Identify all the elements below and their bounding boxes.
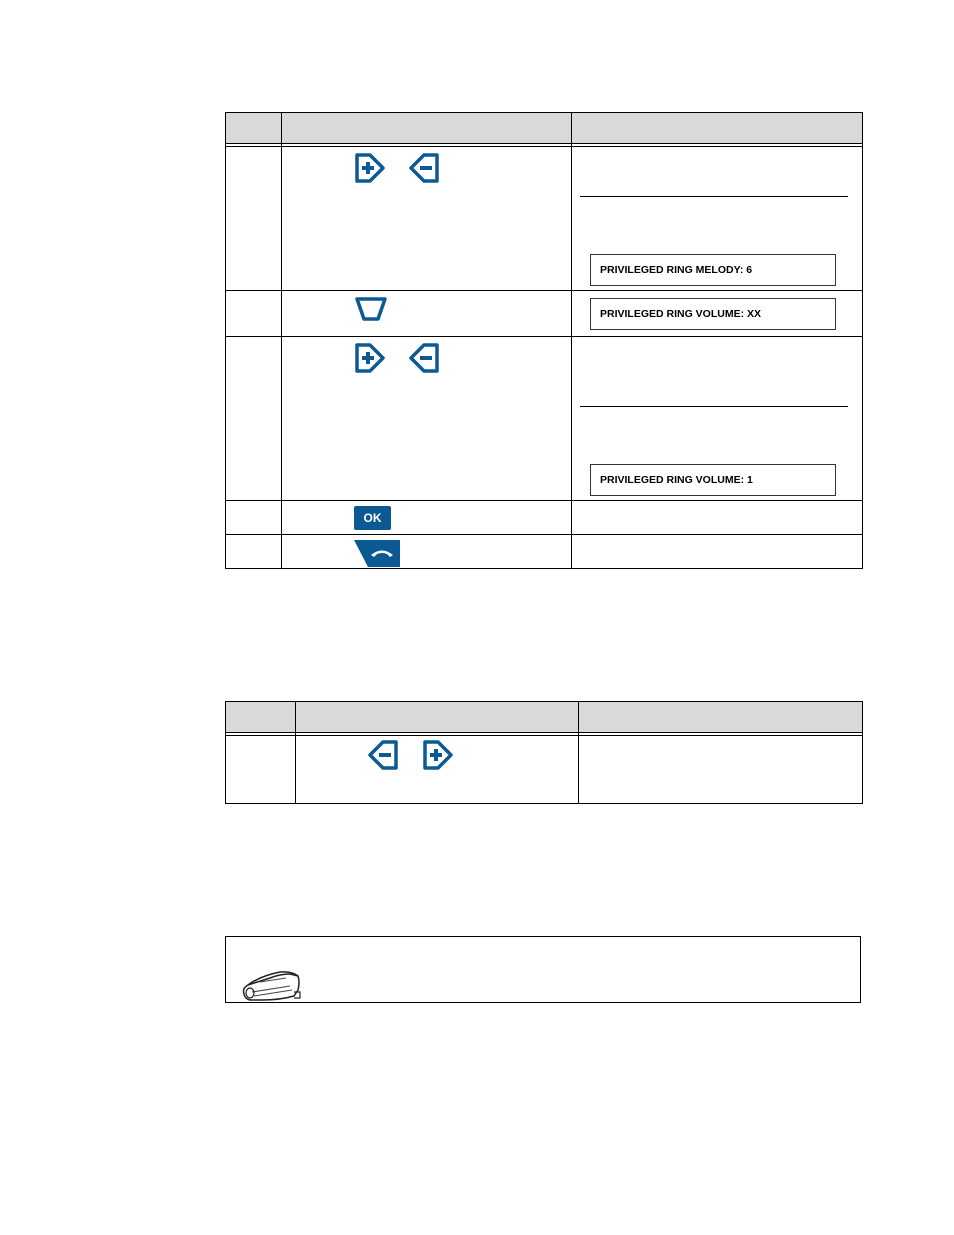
table-row: [226, 501, 863, 535]
result-cell: [572, 291, 863, 337]
step-cell: [226, 291, 282, 337]
lcd-display: PRIVILEGED RING MELODY: 6: [590, 254, 836, 286]
lcd-display: PRIVILEGED RING VOLUME: XX: [590, 298, 836, 330]
header-result: [579, 702, 863, 733]
table-row: [226, 535, 863, 569]
action-cell: [282, 501, 572, 535]
action-cell: [282, 337, 572, 501]
plus-key-icon: [354, 153, 386, 183]
table-row: [226, 337, 863, 501]
table-header-row: [226, 702, 863, 733]
header-action: [282, 113, 572, 144]
separator-line: [580, 406, 848, 407]
down-key-icon: [354, 296, 388, 322]
table-header-row: [226, 113, 863, 144]
minus-key-icon: [367, 740, 399, 770]
header-action: [296, 702, 579, 733]
step-cell: [226, 337, 282, 501]
action-cell: [282, 147, 572, 291]
procedure-table-2: [225, 701, 863, 804]
plus-key-icon: [354, 343, 386, 373]
separator-line: [580, 196, 848, 197]
table-row: [226, 736, 863, 804]
header-step: [226, 702, 296, 733]
action-cell: [282, 535, 572, 569]
note-box: [225, 936, 861, 1003]
result-cell: [572, 501, 863, 535]
result-cell: [572, 147, 863, 291]
table-row: [226, 147, 863, 291]
plus-key-icon: [422, 740, 454, 770]
minus-key-icon: [408, 343, 440, 373]
result-cell: [572, 337, 863, 501]
hang-up-key-icon: [354, 540, 402, 567]
step-cell: [226, 736, 296, 804]
result-cell: [579, 736, 863, 804]
procedure-table-1: [225, 112, 863, 569]
action-cell: [296, 736, 579, 804]
action-cell: [282, 291, 572, 337]
result-cell: [572, 535, 863, 569]
lcd-display: PRIVILEGED RING VOLUME: 1: [590, 464, 836, 496]
step-cell: [226, 147, 282, 291]
header-result: [572, 113, 863, 144]
step-cell: [226, 535, 282, 569]
minus-key-icon: [408, 153, 440, 183]
step-cell: [226, 501, 282, 535]
telephone-icon: [240, 968, 302, 1002]
ok-key-icon: OK: [354, 506, 391, 530]
header-step: [226, 113, 282, 144]
table-row: [226, 291, 863, 337]
